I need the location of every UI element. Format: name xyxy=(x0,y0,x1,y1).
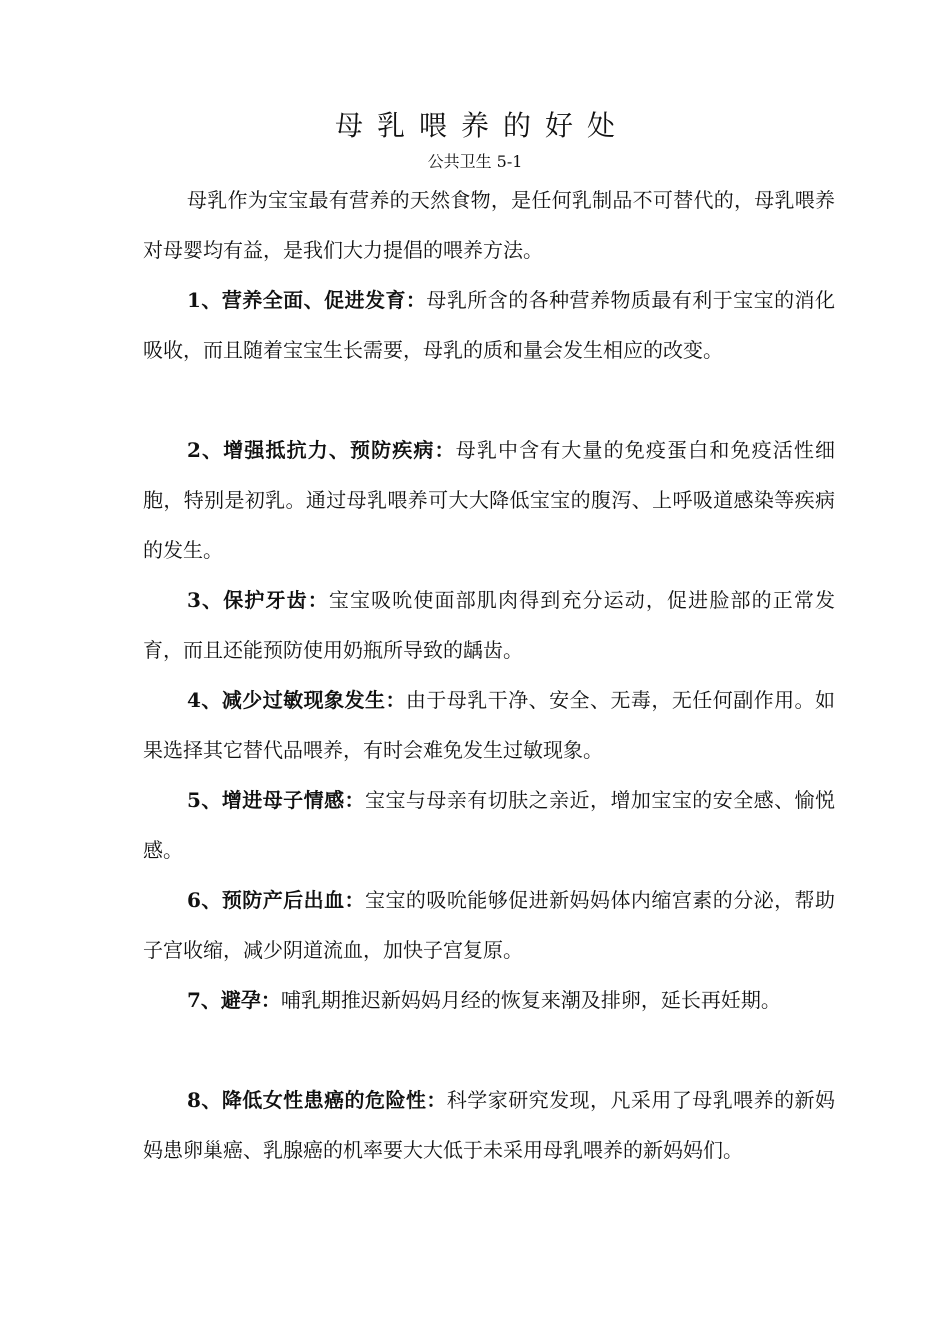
benefit-item xyxy=(143,575,835,675)
benefit-item xyxy=(143,275,835,375)
benefit-item xyxy=(143,1075,835,1175)
page-subtitle: 公共卫生 5-1 xyxy=(427,152,523,171)
benefit-item xyxy=(143,775,835,875)
benefit-text: 由于母乳干净、安全、无毒，无任何副作用。如果选择其它替代品喂养，有时会难免发生过敏现象。 xyxy=(143,688,836,762)
benefit-heading: 6、预防产后出血： xyxy=(187,888,366,912)
benefit-text: 母乳所含的各种营养物质最有利于宝宝的消化吸收，而且随着宝宝生长需要，母乳的质和量会发生相应的改变。 xyxy=(143,288,836,362)
benefit-item xyxy=(143,425,835,575)
benefit-heading: 8、降低女性患癌的危险性： xyxy=(187,1088,447,1112)
benefit-heading: 5、增进母子情感： xyxy=(187,788,366,812)
benefit-heading: 7、避孕： xyxy=(187,988,281,1012)
benefit-heading: 4、减少过敏现象发生： xyxy=(187,688,406,712)
benefit-item xyxy=(143,975,835,1025)
benefit-heading: 2、增强抵抗力、预防疾病： xyxy=(187,438,456,462)
benefit-heading: 1、营养全面、促进发育： xyxy=(187,288,427,312)
benefit-text: 母乳中含有大量的免疫蛋白和免疫活性细胞，特别是初乳。通过母乳喂养可大大降低宝宝的腹泻、上呼吸道感染等疾病的发生。 xyxy=(143,438,835,562)
page-title: 母乳喂养的好处 xyxy=(334,109,629,142)
benefit-item xyxy=(143,675,835,775)
benefit-text: 宝宝吸吮使面部肌肉得到充分运动，促进脸部的正常发育，而且还能预防使用奶瓶所导致的龋齿。 xyxy=(143,588,836,662)
benefit-item xyxy=(143,875,835,975)
benefit-heading: 3、保护牙齿： xyxy=(187,588,329,612)
benefit-text: 宝宝的吸吮能够促进新妈妈体内缩宫素的分泌，帮助子宫收缩，减少阴道流血，加快子宫复原。 xyxy=(143,888,836,962)
benefit-text: 哺乳期推迟新妈妈月经的恢复来潮及排卵，延长再妊期。 xyxy=(280,988,781,1012)
intro-paragraph: 母乳作为宝宝最有营养的天然食物，是任何乳制品不可替代的，母乳喂养对母婴均有益，是我们大力提倡的喂养方法。 xyxy=(143,188,835,262)
benefit-text: 宝宝与母亲有切肤之亲近，增加宝宝的安全感、愉悦感。 xyxy=(143,788,836,862)
benefit-text: 科学家研究发现，凡采用了母乳喂养的新妈妈患卵巢癌、乳腺癌的机率要大大低于未采用母乳喂养的新妈妈们。 xyxy=(143,1088,836,1162)
